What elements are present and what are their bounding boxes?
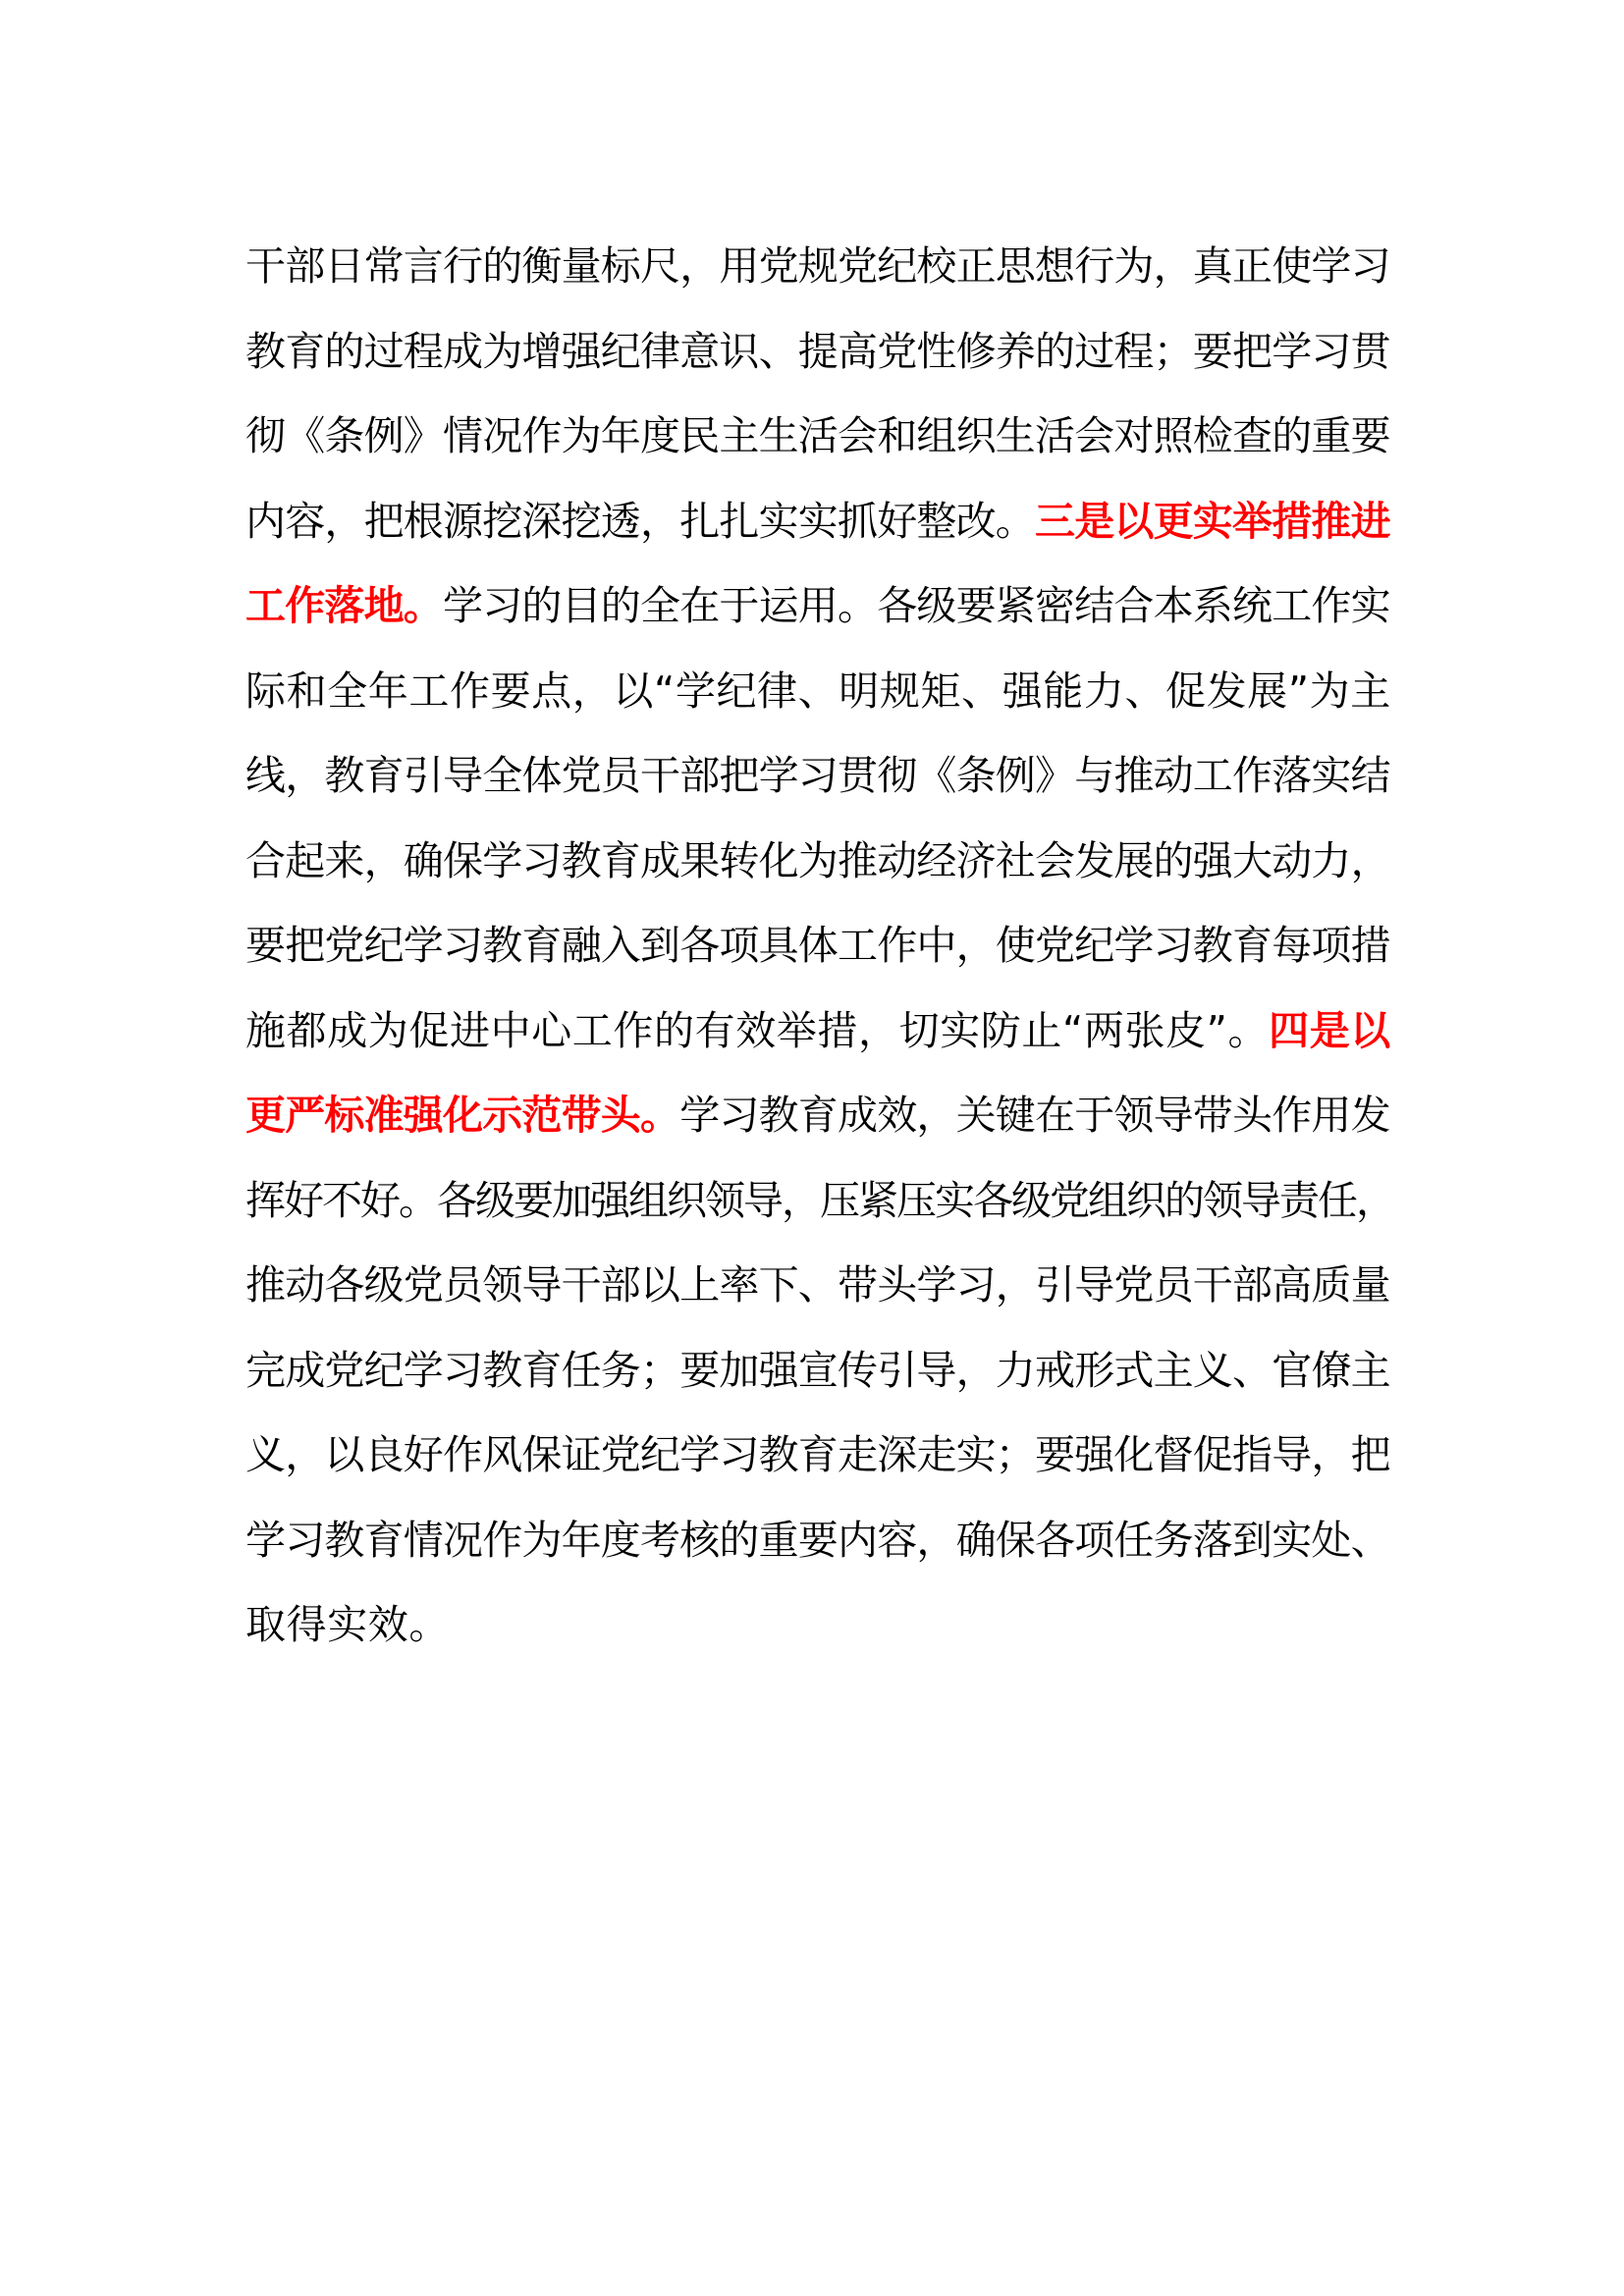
text-line xyxy=(245,1073,1394,1158)
body-text-run: 际和全年工作要点，以“学纪律、明规矩、强能力、促发展”为主 xyxy=(245,667,1391,715)
text-line xyxy=(245,903,1394,988)
body-text-run: 彻《条例》情况作为年度民主生活会和组织生活会对照检查的重要 xyxy=(245,412,1390,459)
body-text-run: 教育的过程成为增强纪律意识、提高党性修养的过程；要把学习贯 xyxy=(245,327,1390,375)
text-line xyxy=(245,649,1394,734)
text-line xyxy=(245,1243,1394,1328)
body-text-run: 义，以良好作风保证党纪学习教育走深走实；要强化督促指导，把 xyxy=(245,1431,1390,1478)
text-line xyxy=(245,1158,1394,1244)
text-line xyxy=(245,1498,1394,1583)
text-line xyxy=(245,479,1394,564)
body-text-run: 内容，把根源挖深挖透，扎扎实实抓好整改。 xyxy=(245,497,1035,545)
text-line xyxy=(245,733,1394,819)
highlighted-heading-run: 工作落地。 xyxy=(245,582,443,629)
body-text-run: 完成党纪学习教育任务；要加强宣传引导，力戒形式主义、官僚主 xyxy=(245,1346,1390,1394)
body-text-run: 施都成为促进中心工作的有效举措，切实防止“两张皮”。 xyxy=(245,1006,1270,1054)
body-text-run: 学习教育成效，关键在于领导带头作用发 xyxy=(679,1092,1390,1139)
highlighted-heading-run: 四是以 xyxy=(1269,1006,1391,1054)
body-text-run: 挥好不好。各级要加强组织领导，压紧压实各级党组织的领导责任， xyxy=(245,1176,1394,1224)
text-line xyxy=(245,309,1394,395)
text-line xyxy=(245,988,1394,1074)
body-text-run: 推动各级党员领导干部以上率下、带头学习，引导党员干部高质量 xyxy=(245,1261,1390,1308)
text-line xyxy=(245,563,1394,649)
text-line xyxy=(245,1328,1394,1414)
body-text-run: 学习的目的全在于运用。各级要紧密结合本系统工作实 xyxy=(443,582,1390,629)
highlighted-heading-run: 更严标准强化示范带头。 xyxy=(245,1092,680,1139)
body-text-run: 线，教育引导全体党员干部把学习贯彻《条例》与推动工作落实结 xyxy=(245,752,1390,799)
body-text-run: 干部日常言行的衡量标尺，用党规党纪校正思想行为，真正使学习 xyxy=(245,242,1390,290)
body-paragraph xyxy=(245,224,1394,1668)
body-text-run: 取得实效。 xyxy=(245,1601,450,1648)
text-line xyxy=(245,1413,1394,1498)
body-text-run: 合起来，确保学习教育成果转化为推动经济社会发展的强大动力， xyxy=(245,836,1390,884)
body-text-run: 要把党纪学习教育融入到各项具体工作中，使党纪学习教育每项措 xyxy=(245,922,1390,969)
text-line xyxy=(245,1582,1394,1668)
highlighted-heading-run: 三是以更实举措推进 xyxy=(1035,497,1390,545)
text-line xyxy=(245,394,1394,479)
text-line xyxy=(245,819,1394,904)
text-line xyxy=(245,224,1394,309)
body-text-run: 学习教育情况作为年度考核的重要内容，确保各项任务落到实处、 xyxy=(245,1516,1390,1564)
